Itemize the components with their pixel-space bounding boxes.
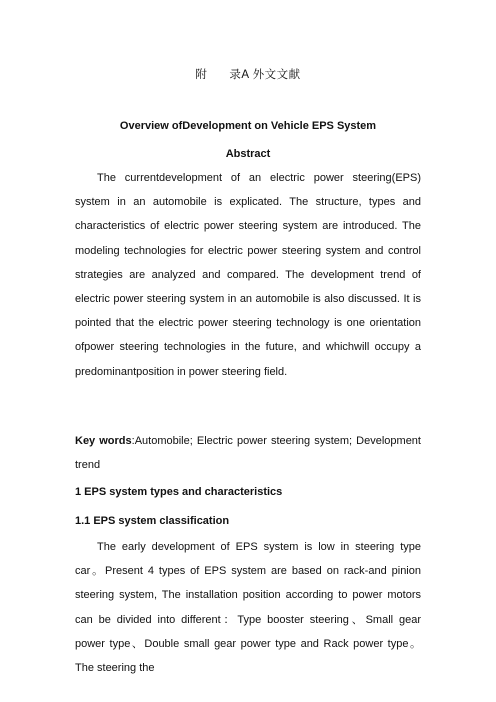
paper-title: Overview ofDevelopment on Vehicle EPS System <box>119 120 377 132</box>
appendix-title <box>0 66 496 82</box>
keywords-label: Key words <box>75 435 132 447</box>
abstract-heading: Abstract <box>225 148 271 160</box>
abstract-paragraph: The currentdevelopment of an electric power steering(EPS) system in an automobile is explicated. The structure, types and characteristics of electric power steering system are introduced. The modeling technologies for electric power steering system and control strategies are analyzed and compared. The development trend of electric power steering system in an automobile is also discussed. It is pointed that the electric power steering technology is one orientation ofpower steering technologies in the future, and whichwill occupy a predominantposition in power steering field. <box>75 172 421 378</box>
appendix-prefix: 附 <box>195 69 208 81</box>
classification-paragraph: The early development of EPS system is low in steering type car。Present 4 types of EPS system are based on rack-and pinion steering system, The installation position according to power motors can be divided into different：Type booster steering、Small gear power type、Double small gear power type and Rack power type。The steering the <box>75 541 421 675</box>
section-1-1-heading: 1.1 EPS system classification <box>75 515 230 527</box>
keywords-text: :Automobile; Electric power steering system; Development trend <box>75 435 421 472</box>
appendix-title-text: 录A 外文文献 <box>229 69 301 81</box>
keywords-line <box>75 429 421 477</box>
section-1-heading: 1 EPS system types and characteristics <box>75 486 283 498</box>
